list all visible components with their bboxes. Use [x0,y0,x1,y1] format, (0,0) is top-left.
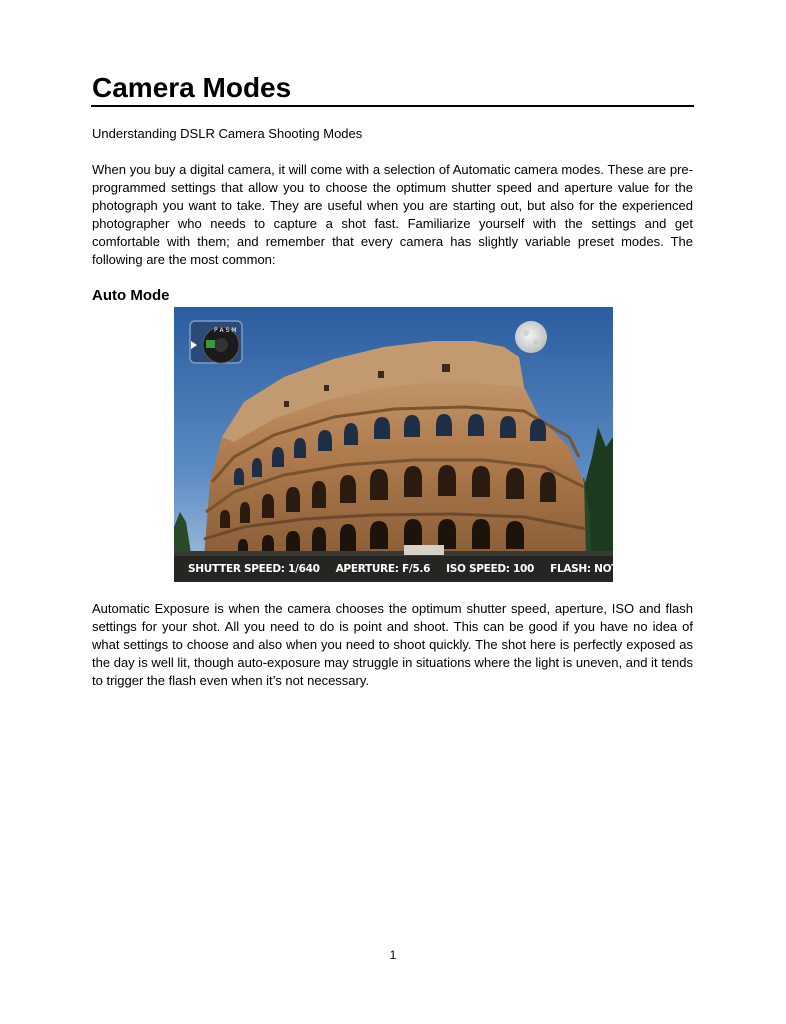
aperture-label: APERTURE: F/5.6 [335,563,431,575]
moon [515,321,547,353]
colosseum-photo [174,307,656,582]
flash-label: FLASH: NOT FIRED [550,563,656,575]
colosseum-illustration [174,307,613,582]
svg-text:P A S M: P A S M [214,327,237,334]
auto-mode-description: Automatic Exposure is when the camera chooses the optimum shutter speed, aperture, ISO and flash settings for your shot. All you need to do is point and shoot. This can be good if you have no idea of what settings to choose and also when you need to shoot quickly. The shot here is perfectly exposed as the day is well lit, though auto-exposure may struggle in situations where the light is uneven, and it tends to trigger the flash even when it’s not necessary. [92,601,693,688]
intro-paragraph: When you buy a digital camera, it will come with a selection of Automatic camera modes. These are pre-programmed settings that allow you to choose the optimum shutter speed and aperture value for the photograph you want to take. They are useful when you are starting out, but also for the experienced photographer who needs to capture a shot fast. Familiarize yourself with the settings and get comfortable with them; and remember that every camera has slightly variable preset modes. The following are the most common: [92,162,693,267]
page-number: 1 [389,948,397,962]
iso-speed-label: ISO SPEED: 100 [446,563,535,575]
section-heading-auto-mode: Auto Mode [92,287,170,304]
title-underline [91,105,694,107]
exposure-info-bar [174,556,656,582]
page-title: Camera Modes [92,72,292,103]
page-subtitle: Understanding DSLR Camera Shooting Modes [92,126,363,141]
shutter-speed-label: SHUTTER SPEED: 1/640 [188,563,320,575]
mode-dial-icon [190,321,242,363]
